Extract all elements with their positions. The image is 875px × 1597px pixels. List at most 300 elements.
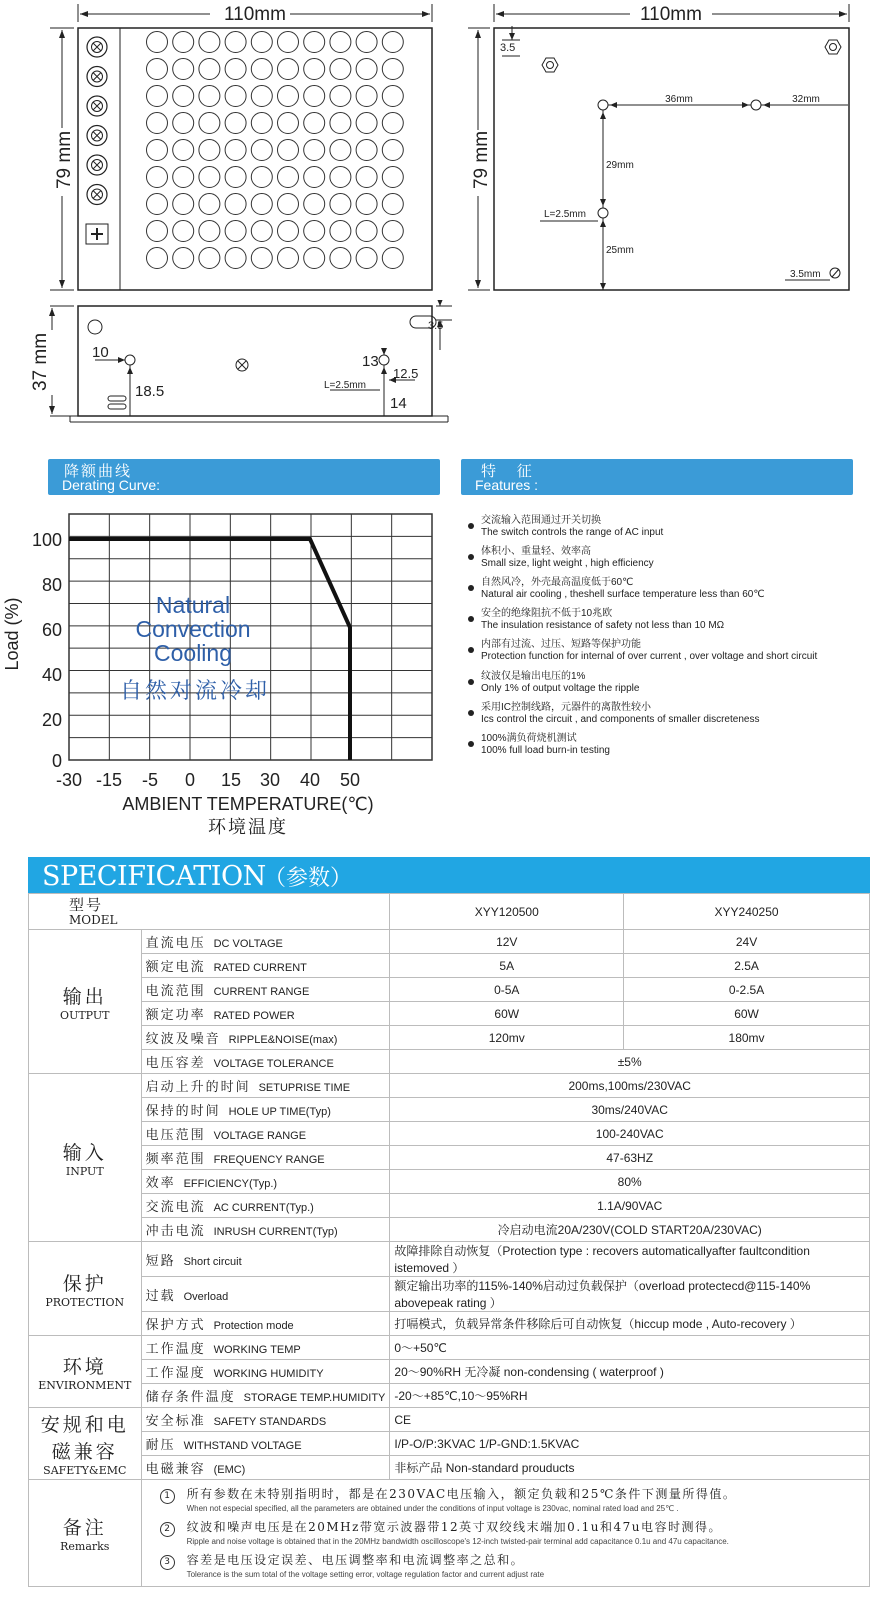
features-title-cn: 特 征	[481, 462, 540, 480]
vent-hole	[304, 140, 325, 161]
vent-hole	[304, 194, 325, 215]
bullet-icon	[468, 741, 474, 747]
vent-hole	[330, 113, 351, 134]
vent-hole	[173, 32, 194, 53]
spec-row	[29, 1218, 870, 1242]
vent-hole	[278, 113, 299, 134]
x-tick-label: 50	[339, 770, 361, 790]
spec-title: SPECIFICATION	[42, 861, 266, 892]
model-label-cn: 型号	[69, 895, 104, 914]
row-label-cn: 保护方式	[145, 1318, 206, 1333]
row-label-en: Protection mode	[213, 1320, 294, 1332]
row-label	[141, 1360, 390, 1384]
vent-hole	[173, 221, 194, 242]
feature-cn: 纹波仅是输出电压的1%	[481, 671, 586, 682]
value: CE	[390, 1408, 870, 1432]
value: 100-240VAC	[390, 1122, 870, 1146]
row-label-en: DC VOLTAGE	[213, 938, 283, 950]
y-axis-label: Load (%)	[2, 597, 22, 671]
vent-hole	[147, 113, 168, 134]
group-output	[29, 930, 142, 1074]
row-label-en: WITHSTAND VOLTAGE	[183, 1440, 302, 1452]
value: I/P-O/P:3KVAC 1/P-GND:1.5KVAC	[390, 1432, 870, 1456]
group-protection-en: PROTECTION	[45, 1295, 125, 1309]
value: 1.1A/90VAC	[390, 1194, 870, 1218]
model-label	[29, 894, 390, 930]
vent-hole	[173, 59, 194, 80]
value-model-2: 180mv	[624, 1026, 870, 1050]
feature-en: Natural air cooling , theshell surface temperature less than 60℃	[481, 589, 765, 600]
feature-en: Ics control the circuit , and components of smaller discreteness	[481, 714, 760, 725]
vent-hole	[225, 140, 246, 161]
dim-10: 10	[92, 344, 109, 361]
feature-cn: 采用IC控制线路，元器件的离散性较小	[481, 702, 651, 713]
row-label	[141, 1026, 390, 1050]
vent-hole	[251, 32, 272, 53]
value: 20～90%RH 无冷凝 non-condensing ( waterproof )	[390, 1360, 870, 1384]
feature-en: 100% full load burn-in testing	[481, 745, 610, 756]
spec-row	[29, 1098, 870, 1122]
vent-hole	[382, 140, 403, 161]
cooling-cn: 自然对流冷却	[119, 679, 271, 704]
value: 30ms/240VAC	[390, 1098, 870, 1122]
vent-hole	[278, 86, 299, 107]
vent-hole	[304, 32, 325, 53]
x-tick-label: -5	[141, 770, 159, 790]
vent-hole	[173, 86, 194, 107]
y-tick-label: 60	[41, 620, 62, 640]
remark-item	[160, 1485, 859, 1513]
row-label	[141, 1432, 390, 1456]
group-environment-en: ENVIRONMENT	[38, 1378, 132, 1392]
y-tick-label: 0	[51, 751, 62, 771]
spec-row	[29, 1432, 870, 1456]
vent-hole	[356, 59, 377, 80]
feature-cn: 自然风冷，外壳最高温度低于60℃	[481, 577, 634, 588]
x-tick-label: 30	[259, 770, 281, 790]
feature-en: Only 1% of output voltage the ripple	[481, 683, 640, 694]
vent-hole	[330, 194, 351, 215]
row-label	[141, 1408, 390, 1432]
row-label-cn: 直流电压	[145, 936, 206, 951]
spec-row	[29, 1456, 870, 1480]
row-label-en: HOLE UP TIME(Typ)	[228, 1106, 331, 1118]
row-label-en: AC CURRENT(Typ.)	[213, 1202, 314, 1214]
vent-hole	[199, 113, 220, 134]
vent-hole	[278, 194, 299, 215]
vent-hole	[330, 86, 351, 107]
vent-hole	[278, 248, 299, 269]
value-model-1: 12V	[390, 930, 624, 954]
spec-row	[29, 978, 870, 1002]
row-label	[141, 1146, 390, 1170]
y-tick-label: 40	[41, 665, 62, 685]
features-title-en: Features :	[475, 477, 539, 493]
vent-hole	[199, 140, 220, 161]
value: -20～+85℃,10～95%RH	[390, 1384, 870, 1408]
value: 200ms,100ms/230VAC	[390, 1074, 870, 1098]
spec-row	[29, 1277, 870, 1312]
row-label	[141, 1336, 390, 1360]
dim-3-5mm: 3.5mm	[790, 269, 821, 280]
group-remarks	[29, 1480, 142, 1587]
vent-hole	[147, 167, 168, 188]
value-model-1: 60W	[390, 1002, 624, 1026]
spec-header	[28, 857, 870, 893]
feature-item	[468, 733, 610, 757]
group-safety-en: SAFETY&EMC	[43, 1464, 127, 1477]
row-label-en: EFFICIENCY(Typ.)	[183, 1178, 278, 1190]
y-tick-label: 100	[31, 530, 62, 550]
vent-hole	[330, 140, 351, 161]
row-label	[141, 1242, 390, 1277]
row-label-en: WORKING TEMP	[213, 1344, 301, 1356]
spec-row	[29, 1146, 870, 1170]
bullet-icon	[468, 585, 474, 591]
spec-row	[29, 1242, 870, 1277]
row-label	[141, 1384, 390, 1408]
spec-row	[29, 1384, 870, 1408]
spec-row	[29, 1074, 870, 1098]
row-label-cn: 电磁兼容	[145, 1462, 206, 1477]
spec-row	[29, 954, 870, 978]
vent-hole	[278, 221, 299, 242]
spec-row	[29, 1408, 870, 1432]
bottom-view-drawing	[460, 0, 870, 300]
feature-item	[468, 577, 765, 601]
value-model-1: 0-5A	[390, 978, 624, 1002]
value: 故障排除自动恢复（Protection type : recovers automaticallyafter faultcondition istemoved ）	[390, 1242, 870, 1277]
value: 冷启动电流20A/230V(COLD START20A/230VAC)	[390, 1218, 870, 1242]
bullet-icon	[468, 710, 474, 716]
vent-hole	[278, 32, 299, 53]
vent-hole	[330, 59, 351, 80]
value-tolerance: ±5%	[390, 1050, 870, 1074]
model-2: XYY240250	[624, 894, 870, 930]
vent-hole	[330, 167, 351, 188]
group-protection-cn: 保护	[62, 1272, 107, 1295]
row-label-en: RATED CURRENT	[213, 962, 307, 974]
remark-en: Ripple and noise voltage is obtained that in the 20MHz bandwidth oscilloscope's 12-inch twisted-pair terminal add capacitance 0.1u and 47u capacitance.	[186, 1537, 729, 1546]
remarks-row	[29, 1480, 870, 1587]
row-label	[141, 1050, 390, 1074]
remark-cn: 所有参数在未特别指明时，都是在230VAC电压输入，额定负载和25℃条件下测量所得值。	[186, 1487, 737, 1501]
value: 额定输出功率的115%-140%启动过负载保护（overload protectecd@115-140% abovepeak rating ）	[390, 1277, 870, 1312]
feature-cn: 体积小、重量轻、效率高	[481, 546, 591, 557]
dim-32mm: 32mm	[792, 94, 820, 105]
vent-hole	[147, 194, 168, 215]
vent-hole	[304, 86, 325, 107]
vent-hole	[147, 32, 168, 53]
group-safety	[29, 1408, 142, 1480]
row-label-cn: 耐压	[145, 1438, 176, 1453]
row-label-en: VOLTAGE TOLERANCE	[213, 1058, 334, 1070]
vent-hole	[225, 113, 246, 134]
vent-hole	[225, 167, 246, 188]
x-tick-label: 0	[184, 770, 196, 790]
bullet-icon	[468, 523, 474, 529]
value: 打嗝模式，负载异常条件移除后可自动恢复（hiccup mode , Auto-recovery ）	[390, 1312, 870, 1336]
feature-en: Protection function for internal of over current , over voltage and short circuit	[481, 651, 818, 662]
x-tick-label: -15	[95, 770, 123, 790]
vent-hole	[251, 167, 272, 188]
group-protection	[29, 1242, 142, 1336]
vent-hole	[173, 140, 194, 161]
group-output-cn: 输出	[62, 985, 107, 1008]
row-label-cn: 储存条件温度	[145, 1390, 236, 1405]
vent-hole	[278, 140, 299, 161]
vent-hole	[225, 59, 246, 80]
remark-item	[160, 1551, 859, 1579]
side-height-label: 37 mm	[30, 332, 51, 392]
row-label	[141, 1456, 390, 1480]
vent-hole	[330, 32, 351, 53]
top-width-label: 110mm	[224, 4, 286, 25]
vent-hole	[356, 140, 377, 161]
spec-row	[29, 1002, 870, 1026]
dim-l-2-5mm: L=2.5mm	[544, 209, 586, 220]
vent-hole	[199, 248, 220, 269]
spec-row	[29, 1194, 870, 1218]
row-label-cn: 过载	[145, 1288, 176, 1304]
vent-hole	[225, 86, 246, 107]
vent-hole	[382, 194, 403, 215]
row-label-cn: 额定功率	[145, 1008, 206, 1023]
vent-hole	[147, 59, 168, 80]
spec-row	[29, 1122, 870, 1146]
group-input	[29, 1074, 142, 1242]
remark-en: Tolerance is the sum total of the voltage setting error, voltage regulation factor and current adjust rate	[186, 1570, 545, 1579]
vent-hole	[382, 167, 403, 188]
row-label	[141, 1218, 390, 1242]
vent-hole	[199, 59, 220, 80]
row-label	[141, 1277, 390, 1312]
group-remarks-en: Remarks	[60, 1540, 110, 1553]
vent-hole	[173, 248, 194, 269]
row-label-en: RATED POWER	[213, 1010, 295, 1022]
value: 非标产品 Non-standard prouducts	[390, 1456, 870, 1480]
row-label-cn: 保持的时间	[145, 1104, 221, 1119]
vent-hole	[278, 167, 299, 188]
top-height-label: 79 mm	[54, 130, 75, 190]
vent-hole	[278, 59, 299, 80]
row-label-en: INRUSH CURRENT(Typ)	[213, 1226, 338, 1238]
value-model-2: 60W	[624, 1002, 870, 1026]
value-model-2: 0-2.5A	[624, 978, 870, 1002]
vent-hole	[251, 194, 272, 215]
derating-chart	[0, 490, 445, 850]
value: 47-63HZ	[390, 1146, 870, 1170]
value-model-2: 2.5A	[624, 954, 870, 978]
row-label	[141, 978, 390, 1002]
derating-title-en: Derating Curve:	[62, 477, 161, 493]
row-label-en: SETUPRISE TIME	[258, 1082, 351, 1094]
vent-hole	[147, 86, 168, 107]
feature-item	[468, 608, 724, 632]
vent-hole	[382, 221, 403, 242]
group-input-en: INPUT	[65, 1164, 104, 1178]
value-model-1: 5A	[390, 954, 624, 978]
value: 80%	[390, 1170, 870, 1194]
row-label	[141, 1312, 390, 1336]
dim-12-5: 12.5	[393, 366, 419, 381]
remark-number: 3	[160, 1555, 175, 1570]
row-label-cn: 额定电流	[145, 960, 206, 975]
vent-hole	[382, 86, 403, 107]
remark-number: 1	[160, 1489, 175, 1504]
row-label-cn: 短路	[145, 1253, 176, 1269]
cooling-line-1: Natural	[155, 592, 231, 618]
feature-en: The switch controls the range of AC input	[481, 527, 664, 538]
row-label	[141, 1170, 390, 1194]
row-label-cn: 频率范围	[145, 1152, 206, 1167]
bullet-icon	[468, 616, 474, 622]
remark-item	[160, 1518, 859, 1546]
dim-3-5-side: 3.5	[428, 320, 444, 332]
spec-row	[29, 1170, 870, 1194]
row-label-en: Overload	[183, 1290, 229, 1303]
row-label	[141, 1122, 390, 1146]
dim-25mm: 25mm	[606, 245, 634, 256]
feature-cn: 100%满负荷烧机测试	[481, 733, 577, 744]
spec-row	[29, 1312, 870, 1336]
feature-en: The insulation resistance of safety not less than 10 MΩ	[481, 620, 725, 631]
dim-14: 14	[390, 395, 407, 412]
feature-item	[468, 639, 817, 663]
dim-13: 13	[362, 353, 379, 370]
row-label-en: SAFETY STANDARDS	[213, 1416, 327, 1428]
feature-item	[468, 515, 663, 539]
dim-3-5: 3.5	[500, 42, 516, 54]
cooling-line-2: Convection	[135, 616, 251, 642]
vent-hole	[251, 59, 272, 80]
dim-l-2-5mm-side: L=2.5mm	[324, 380, 366, 391]
x-tick-label: -30	[55, 770, 83, 790]
derating-title-cn: 降额曲线	[64, 462, 133, 480]
vent-hole	[147, 140, 168, 161]
row-label	[141, 1098, 390, 1122]
vent-hole	[356, 248, 377, 269]
vent-hole	[304, 59, 325, 80]
vent-hole	[251, 248, 272, 269]
vent-hole	[199, 32, 220, 53]
row-label-en: Short circuit	[183, 1255, 242, 1268]
model-1: XYY120500	[390, 894, 624, 930]
vent-hole	[251, 86, 272, 107]
row-label-en: (EMC)	[213, 1464, 246, 1476]
vent-hole	[147, 221, 168, 242]
vent-hole	[356, 221, 377, 242]
vent-hole	[173, 113, 194, 134]
value-model-2: 24V	[624, 930, 870, 954]
x-tick-label: 40	[299, 770, 321, 790]
row-label-cn: 电流范围	[145, 984, 206, 999]
vent-hole	[356, 113, 377, 134]
group-remarks-cn: 备注	[62, 1517, 107, 1539]
spec-row	[29, 1026, 870, 1050]
row-label-en: FREQUENCY RANGE	[213, 1154, 325, 1166]
vent-hole	[304, 113, 325, 134]
back-width-label: 110mm	[640, 4, 702, 25]
x-tick-label: 15	[220, 770, 242, 790]
bullet-icon	[468, 554, 474, 560]
spec-row	[29, 930, 870, 954]
row-label	[141, 1194, 390, 1218]
spec-row	[29, 1336, 870, 1360]
y-tick-label: 20	[41, 710, 62, 730]
vent-hole	[199, 221, 220, 242]
vent-hole	[382, 59, 403, 80]
feature-en: Small size, light weight , high efficiency	[481, 558, 654, 569]
row-label-cn: 启动上升的时间	[145, 1080, 251, 1095]
bullet-icon	[468, 679, 474, 685]
row-label-cn: 工作湿度	[145, 1366, 206, 1381]
vent-hole	[225, 221, 246, 242]
row-label-cn: 工作温度	[145, 1342, 206, 1357]
group-environment	[29, 1336, 142, 1408]
row-label-en: RIPPLE&NOISE(max)	[228, 1034, 338, 1046]
top-view-drawing	[0, 0, 450, 300]
vent-hole	[173, 167, 194, 188]
dim-18-5: 18.5	[135, 383, 165, 400]
remark-number: 2	[160, 1522, 175, 1537]
vent-hole	[173, 194, 194, 215]
spec-row	[29, 1050, 870, 1074]
vent-hole	[356, 32, 377, 53]
bullet-icon	[468, 647, 474, 653]
vent-hole	[356, 167, 377, 188]
row-label	[141, 930, 390, 954]
row-label	[141, 1002, 390, 1026]
x-axis-label: AMBIENT TEMPERATURE(℃)	[122, 794, 374, 814]
row-label-en: VOLTAGE RANGE	[213, 1130, 307, 1142]
model-label-en: MODEL	[69, 912, 118, 927]
y-tick-label: 80	[41, 575, 62, 595]
row-label	[141, 1074, 390, 1098]
row-label-cn: 电压范围	[145, 1128, 206, 1143]
row-label-en: WORKING HUMIDITY	[213, 1368, 324, 1380]
feature-cn: 交流输入范围通过开关切换	[481, 515, 601, 526]
vent-hole	[382, 32, 403, 53]
value: 0～+50℃	[390, 1336, 870, 1360]
vent-hole	[225, 32, 246, 53]
dim-29mm: 29mm	[606, 160, 634, 171]
feature-item	[468, 671, 639, 695]
vent-hole	[330, 248, 351, 269]
feature-item	[468, 702, 759, 726]
row-label-cn: 电压容差	[145, 1056, 206, 1071]
feature-cn: 内部有过流、过压、短路等保护功能	[481, 639, 641, 650]
row-label-cn: 纹波及噪音	[145, 1032, 221, 1047]
remarks-content	[141, 1480, 869, 1587]
vent-hole	[356, 194, 377, 215]
group-input-cn: 输入	[62, 1141, 107, 1164]
row-label-en: CURRENT RANGE	[213, 986, 310, 998]
vent-hole	[225, 248, 246, 269]
vent-hole	[147, 248, 168, 269]
remark-en: When not especial specified, all the parameters are obtained under the conditions of input voltage is 230vac, nominal rated load and 25℃ .	[186, 1504, 679, 1513]
features-header	[461, 459, 853, 495]
vent-hole	[330, 221, 351, 242]
row-label-en: STORAGE TEMP.HUMIDITY	[243, 1392, 386, 1404]
row-label-cn: 安全标准	[145, 1414, 206, 1429]
vent-hole	[199, 167, 220, 188]
vent-hole	[382, 113, 403, 134]
row-label-cn: 效率	[145, 1176, 176, 1191]
vent-hole	[382, 248, 403, 269]
group-environment-cn: 环境	[62, 1355, 107, 1378]
vent-hole	[251, 140, 272, 161]
